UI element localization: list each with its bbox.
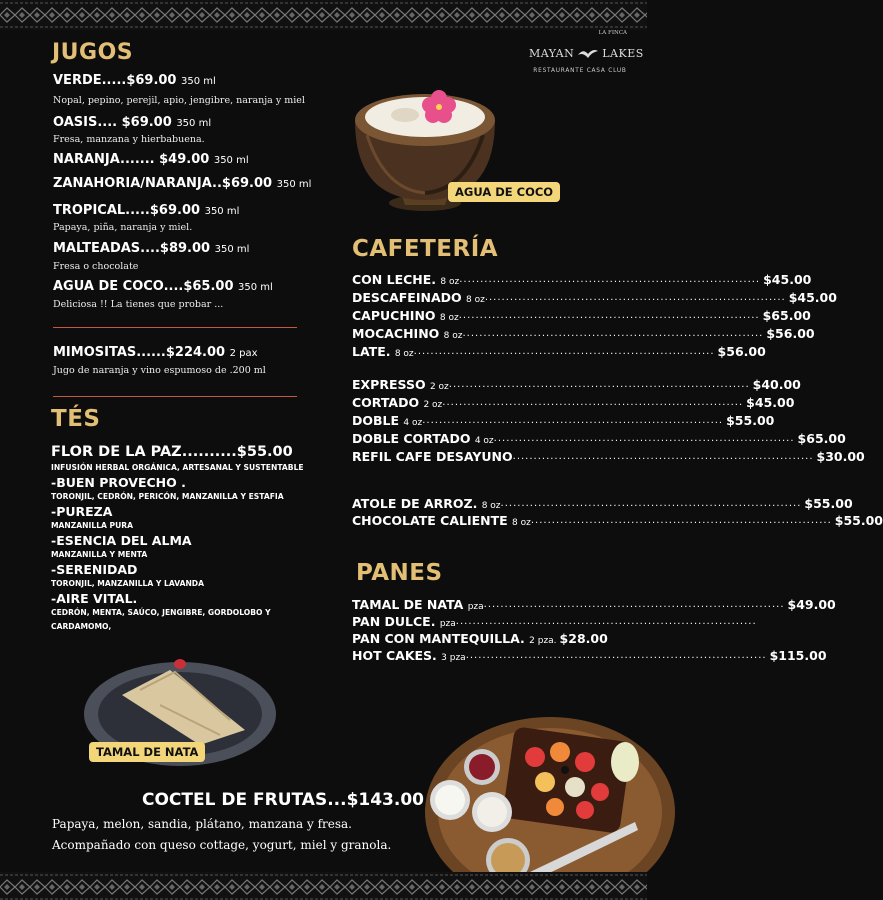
- coctel-desc-1: Papaya, melon, sandia, plátano, manzana y fresa.: [52, 817, 352, 831]
- price-row: [352, 344, 766, 360]
- divider: [53, 396, 297, 397]
- price-row: [352, 496, 853, 512]
- brand-logo: [525, 30, 644, 86]
- menu-desc-mimositas: Jugo de naranja y vino espumoso de .200 ml: [53, 365, 266, 376]
- leader-dots: ........................................................................: [458, 310, 760, 321]
- price-row: [352, 597, 836, 613]
- price-row: [352, 395, 795, 411]
- price: $45.00: [746, 395, 795, 410]
- leader-dots: ........................................................................: [455, 616, 757, 627]
- menu-item-zanahoria: ZANAHORIA/NARANJA..$69.00 350 ml: [53, 176, 312, 191]
- aztec-pattern-icon: [0, 872, 647, 900]
- price-row-name: CHOCOLATE CALIENTE 8 oz: [352, 513, 531, 528]
- bird-icon: [577, 46, 599, 60]
- price-row-name: DESCAFEINADO 8 oz: [352, 290, 485, 305]
- price: $40.00: [752, 377, 801, 392]
- price: $55.00: [726, 413, 775, 428]
- menu-item-naranja: NARANJA....... $49.00 350 ml: [53, 152, 249, 167]
- leader-dots: ........................................................................: [459, 274, 761, 285]
- leader-dots: ........................................................................: [413, 346, 715, 357]
- price-row-name: CORTADO 2 oz: [352, 395, 443, 410]
- price-row: [352, 290, 837, 306]
- price-row: [352, 513, 883, 529]
- tea-name: -ESENCIA DEL ALMA: [51, 533, 192, 548]
- tea-description: MANZANILLA Y MENTA: [51, 550, 148, 559]
- coconut-label: AGUA DE COCO: [448, 182, 560, 202]
- tea-name: -AIRE VITAL.: [51, 591, 138, 606]
- price-row-name: REFIL CAFE DESAYUNO: [352, 449, 513, 464]
- menu-desc-oasis: Fresa, manzana y hierbabuena.: [53, 134, 205, 145]
- tea-description: CEDRÓN, MENTA, SAÚCO, JENGIBRE, GORDOLOBO Y: [51, 608, 271, 617]
- divider: [53, 327, 297, 328]
- fruit-icon: [420, 712, 647, 892]
- price: $30.00: [816, 449, 865, 464]
- price-row-name: PAN DULCE. pza: [352, 614, 456, 629]
- menu-item-oasis: OASIS.... $69.00 350 ml: [53, 115, 212, 130]
- top-pattern-band: [0, 0, 647, 30]
- leader-dots: ........................................................................: [422, 415, 724, 426]
- price-row-name: DOBLE 4 oz: [352, 413, 423, 428]
- tea-description: TORONJIL, CEDRÓN, PERICÓN, MANZANILLA Y ESTAFIA: [51, 492, 284, 501]
- price: $49.00: [787, 597, 836, 612]
- price-row: [352, 326, 815, 342]
- menu-item-tropical: TROPICAL.....$69.00 350 ml: [53, 203, 240, 218]
- price-row-name: LATE. 8 oz: [352, 344, 414, 359]
- tea-name: FLOR DE LA PAZ..........$55.00: [51, 444, 293, 460]
- price-row-name: MOCACHINO 8 oz: [352, 326, 463, 341]
- menu-desc-agua-coco: Deliciosa !! La tienes que probar ...: [53, 299, 224, 310]
- panes-heading: PANES: [356, 560, 443, 586]
- price-row: [352, 413, 775, 429]
- price: $45.00: [763, 272, 812, 287]
- leader-dots: ........................................................................: [483, 599, 785, 610]
- coctel-desc-2: Acompañado con queso cottage, yogurt, miel y granola.: [52, 838, 392, 852]
- price-row: [352, 272, 812, 288]
- menu-item-verde: VERDE.....$69.00 350 ml: [53, 73, 216, 88]
- price: [757, 614, 760, 630]
- price-row-name: EXPRESSO 2 oz: [352, 377, 449, 392]
- menu-desc-malteadas: Fresa o chocolate: [53, 261, 139, 272]
- tes-heading: TÉS: [51, 406, 101, 432]
- leader-dots: ........................................................................: [500, 498, 802, 509]
- tea-name: -PUREZA: [51, 504, 113, 519]
- leader-dots: ........................................................................: [462, 328, 764, 339]
- price-row: [352, 431, 846, 447]
- price-row: [352, 631, 608, 647]
- bottom-pattern-band: [0, 872, 647, 900]
- price: $56.00: [717, 344, 766, 359]
- price-row-name: DOBLE CORTADO 4 oz: [352, 431, 494, 446]
- leader-dots: ........................................................................: [442, 397, 744, 408]
- menu-item-agua-coco: AGUA DE COCO....$65.00 350 ml: [53, 279, 273, 294]
- price-row: [352, 614, 757, 630]
- brand-subtitle: RESTAURANTE CASA CLUB: [533, 68, 627, 74]
- price-row-name: ATOLE DE ARROZ. 8 oz: [352, 496, 501, 511]
- aztec-pattern-icon: [0, 0, 647, 30]
- price: $28.00: [559, 631, 608, 646]
- tea-description: INFUSIÓN HERBAL ORGÁNICA, ARTESANAL Y SUSTENTABLE: [51, 463, 304, 472]
- price-row: [352, 449, 865, 465]
- price: $115.00: [769, 648, 827, 663]
- coctel-title: COCTEL DE FRUTAS...$143.00: [142, 790, 424, 810]
- price-row: [352, 308, 811, 324]
- price: $65.00: [797, 431, 846, 446]
- price-row: [352, 377, 801, 393]
- price: $65.00: [762, 308, 811, 323]
- leader-dots: ........................................................................: [465, 650, 767, 661]
- jugos-heading: JUGOS: [52, 40, 134, 65]
- price-row-name: HOT CAKES. 3 pza: [352, 648, 466, 663]
- brand-name-right: LAKES: [602, 46, 644, 60]
- tamal-label: TAMAL DE NATA: [89, 742, 205, 762]
- price-row-name: CON LECHE. 8 oz: [352, 272, 460, 287]
- menu-item-malteadas: MALTEADAS....$89.00 350 ml: [53, 241, 250, 256]
- price: $55.00: [804, 496, 853, 511]
- tea-name: -BUEN PROVECHO .: [51, 475, 186, 490]
- menu-desc-tropical: Papaya, piña, naranja y miel.: [53, 222, 193, 233]
- tea-description: MANZANILLA PURA: [51, 521, 134, 530]
- tes-list: [51, 444, 321, 634]
- tea-description: TORONJIL, MANZANILLA Y LAVANDA: [51, 579, 204, 588]
- leader-dots: ........................................................................: [530, 515, 832, 526]
- price: $45.00: [788, 290, 837, 305]
- tea-description: CARDAMOMO,: [51, 622, 112, 631]
- menu-desc-verde: Nopal, pepino, perejil, apio, jengibre, naranja y miel: [53, 95, 305, 106]
- leader-dots: ........................................................................: [484, 292, 786, 303]
- price: $55.00: [834, 513, 883, 528]
- tea-name: -SERENIDAD: [51, 562, 138, 577]
- leader-dots: ........................................................................: [493, 433, 795, 444]
- brand-name-left: MAYAN: [529, 46, 575, 60]
- price-row-name: TAMAL DE NATA pza: [352, 597, 484, 612]
- menu-item-mimositas: MIMOSITAS......$224.00 2 pax: [53, 345, 258, 360]
- price-row: [352, 648, 827, 664]
- brand-top-text: LA FINCA: [598, 30, 627, 36]
- leader-dots: ........................................................................: [448, 379, 750, 390]
- leader-dots: ........................................................................: [512, 451, 814, 462]
- cafeteria-heading: CAFETERÍA: [352, 236, 499, 262]
- fruit-board-image: [420, 712, 647, 892]
- price: $56.00: [766, 326, 815, 341]
- price-row-name: PAN CON MANTEQUILLA. 2 pza.: [352, 631, 557, 646]
- price-row-name: CAPUCHINO 8 oz: [352, 308, 459, 323]
